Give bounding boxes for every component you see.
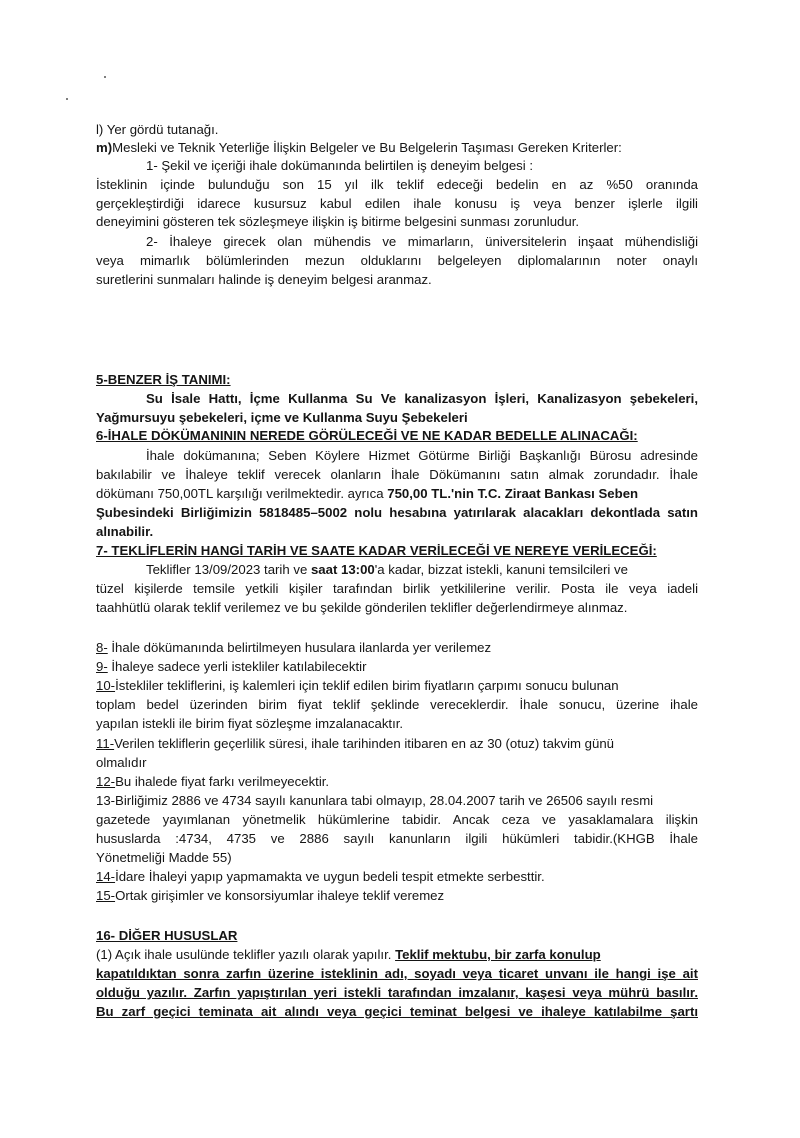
section-m-label: m) <box>96 140 113 155</box>
item-9-number: 9- <box>96 659 108 674</box>
section-7-line-part: 'a kadar, bizzat istekli, kanuni temsilcileri ve <box>374 562 628 577</box>
section-7-time: saat 13:00 <box>310 562 375 577</box>
scan-speck <box>104 76 106 78</box>
section-16-line-part: (1) Açık ihale usulünde teklifler yazılı olarak yapılır. <box>96 947 396 962</box>
section-5-heading: 5-BENZER İŞ TANIMI: <box>96 372 231 387</box>
item-15-number: 15- <box>96 888 116 903</box>
m1-line: deneyimini gösteren tek sözleşmeye ilişkin iş bitirme belgesini sunması zorunludur. <box>96 214 580 229</box>
item-9-text: İhaleye sadece yerli istekliler katılabilecektir <box>107 659 367 674</box>
item-10-text: İstekliler tekliflerini, iş kalemleri için teklif edilen birim fiyatların çarpımı sonucu bulunan <box>115 678 619 693</box>
section-16-line: Bu zarf geçici teminata ait alındı veya geçici teminat belgesi ve ihaleye katılabilme şartı <box>96 1004 698 1019</box>
section-5-line: Su İsale Hattı, İçme Kullanma Su Ve kanalizasyon İşleri, Kanalizasyon şebekeleri, <box>146 391 698 406</box>
section-m-heading <box>96 140 698 156</box>
item-10-number: 10- <box>96 678 116 693</box>
m2-line: 2- İhaleye girecek olan mühendis ve mimarların, üniversitelerin inşaat mühendisliği <box>146 234 698 249</box>
item-12-text: Bu ihalede fiyat farkı verilmeyecektir. <box>115 774 330 789</box>
section-6-line-part: dökümanı 750,00TL karşılığı verilmektedir. ayrıca <box>96 486 388 501</box>
item-12 <box>96 774 698 790</box>
item-13-line: Yönetmeliği Madde 55) <box>96 850 232 865</box>
section-16-line <box>96 947 698 963</box>
section-16-heading: 16- DİĞER HUSUSLAR <box>96 928 238 943</box>
item-11 <box>96 736 698 752</box>
item-15-text: Ortak girişimler ve konsorsiyumlar ihaleye teklif veremez <box>115 888 445 903</box>
item-13-line: gazetede yayımlanan yönetmelik hükümlerine tabidir. Ancak ceza ve yasaklamalara ilişkin <box>96 812 698 827</box>
item-15 <box>96 888 698 904</box>
item-14-text: İdare İhaleyi yapıp yapmamakta ve uygun bedeli tespit etmekte serbesttir. <box>115 869 545 884</box>
item-10-line: yapılan istekli ile birim fiyat sözleşme imzalanacaktır. <box>96 716 404 731</box>
m1-title: 1- Şekil ve içeriği ihale dokümanında belirtilen iş deneyim belgesi : <box>146 158 534 173</box>
item-10-line: toplam bedel üzerinden birim fiyat teklif şeklinde vereceklerdir. İhale sonucu, üzerine ihale <box>96 697 698 712</box>
item-8 <box>96 640 698 656</box>
scan-speck <box>66 98 68 100</box>
item-12-number: 12- <box>96 774 116 789</box>
item-13-line: hususlarda :4734, 4735 ve 2886 sayılı kanunların ilgili hükümleri tabidir.(KHGB İhale <box>96 831 698 846</box>
section-16-line: kapatıldıktan sonra zarfın üzerine isteklinin adı, soyadı veya ticaret unvanı ile hangi işe ait <box>96 966 698 981</box>
m2-line: suretlerini sunmaları halinde iş deneyim belgesi aranmaz. <box>96 272 432 287</box>
item-11-number: 11- <box>96 736 115 751</box>
section-l: l) Yer gördü tutanağı. <box>96 122 219 137</box>
section-7-heading: 7- TEKLİFLERİN HANGİ TARİH VE SAATE KADAR VERİLECEĞİ VE NEREYE VERİLECEĞİ: <box>96 543 657 558</box>
m1-line: İsteklinin içinde bulunduğu son 15 yıl ilk teklif edeceği bedelin en az %50 oranında <box>96 177 698 192</box>
section-6-line <box>96 486 698 502</box>
section-7-line: tüzel kişilerde temsile yetkili kişiler tarafından birlik yetkililerine verilir. Posta ile veya iadeli <box>96 581 698 596</box>
section-6-line: alınabilir. <box>96 524 154 539</box>
section-6-bank-info: 750,00 TL.'nin T.C. Ziraat Bankası Seben <box>387 486 639 501</box>
item-14 <box>96 869 698 885</box>
section-16-line: olduğu yazılır. Zarfın yapıştırılan yeri istekli tarafından imzalanır, kaşesi veya mührü basılır. <box>96 985 698 1000</box>
item-13-line: 13-Birliğimiz 2886 ve 4734 sayılı kanunlara tabi olmayıp, 28.04.2007 tarih ve 26506 sayılı resmi <box>96 793 654 808</box>
section-6-line: İhale dokümanına; Seben Köylere Hizmet Götürme Birliği Başkanlığı Bürosu adresinde <box>146 448 698 463</box>
m1-line: gerçekleştirdiği idarece kusursuz kabul edilen ihale konusu iş veya benzer işlerle ilgili <box>96 196 698 211</box>
section-16-emphasis: Teklif mektubu, bir zarfa konulup <box>395 947 601 962</box>
item-11-text: Verilen tekliflerin geçerlilik süresi, ihale tarihinden itibaren en az 30 (otuz) takvim günü <box>114 736 615 751</box>
item-9 <box>96 659 698 675</box>
section-m-text: Mesleki ve Teknik Yeterliğe İlişkin Belgeler ve Bu Belgelerin Taşıması Gereken Kriterler: <box>112 140 622 155</box>
section-7-line-part: Teklifler 13/09/2023 tarih ve <box>146 562 311 577</box>
m2-line: veya mimarlık bölümlerinden mezun olduklarını belgeleyen diplomalarının noter onaylı <box>96 253 698 268</box>
item-14-number: 14- <box>96 869 116 884</box>
section-7-line <box>146 562 698 578</box>
item-10 <box>96 678 698 694</box>
item-8-text: İhale dökümanında belirtilmeyen husulara ilanlarda yer verilemez <box>107 640 492 655</box>
section-7-line: taahhütlü olarak teklif verilemez ve bu şekilde gönderilen teklifler değerlendirmeye alınmaz. <box>96 600 628 615</box>
section-6-heading: 6-İHALE DÖKÜMANININ NEREDE GÖRÜLECEĞİ VE NE KADAR BEDELLE ALINACAĞI: <box>96 428 638 443</box>
item-8-number: 8- <box>96 640 108 655</box>
item-11-line: olmalıdır <box>96 755 147 770</box>
section-6-line: Şubesindeki Birliğimizin 5818485–5002 nolu hesabına yatırılarak alacakları dekontlada satın <box>96 505 698 520</box>
section-6-line: bakılabilir ve İhaleye teklif verecek olanların İhale Dökümanını satın almak zorundadır. İhale <box>96 467 698 482</box>
section-5-line: Yağmursuyu şebekeleri, içme ve Kullanma Suyu Şebekeleri <box>96 410 468 425</box>
